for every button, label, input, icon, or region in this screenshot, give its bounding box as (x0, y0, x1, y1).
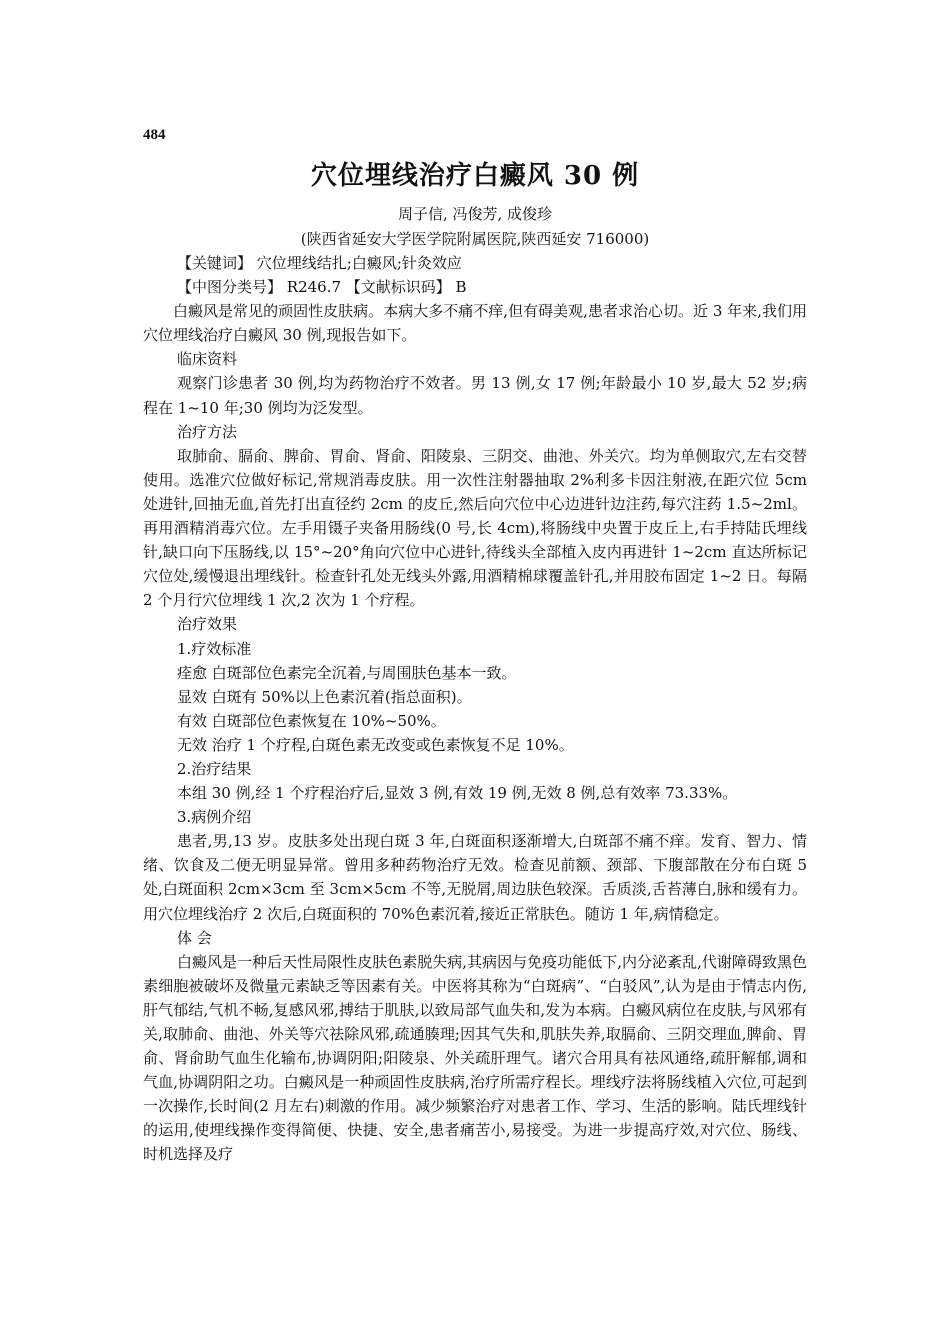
criteria-item: 有效 白斑部位色素恢复在 10%~50%。 (177, 711, 446, 730)
section-heading-effect: 治疗效果 (177, 615, 238, 634)
intro-paragraph: 白癜风是常见的顽固性皮肤病。本病大多不痛不痒,但有碍美观,患者求治心切。近 3 年来,我们用穴位埋线治疗白癜风 30 例,现报告如下。 (143, 302, 807, 345)
article-body (143, 251, 807, 1167)
section-heading-method: 治疗方法 (177, 422, 238, 441)
section-heading-discussion: 体 会 (177, 928, 212, 947)
results-heading: 2.治疗结果 (177, 759, 252, 778)
case-heading: 3.病例介绍 (177, 808, 252, 827)
authors: 周子信, 冯俊芳, 成俊珍 (397, 205, 553, 223)
method-paragraph: 取肺俞、膈俞、脾俞、胃俞、肾俞、阳陵泉、三阴交、曲池、外关穴。均为单侧取穴,左右交替使用。选准穴位做好标记,常规消毒皮肤。用一次性注射器抽取 2%利多卡因注射液,在距穴位 5cm 处进针,回抽无血,首先打出直径约 2cm 的皮丘,然后向穴位中心边进针边注药,每穴注药 1.5~2ml。再用酒精消毒穴位。左手用镊子夹备用肠线(0 号,长 4cm),将肠线中央置于皮丘上,右手持陆氏埋线针,缺口向下压肠线,以 15°~20°角向穴位中心进针,待线头全部植入皮内再进针 1~2cm 直达所标记穴位处,缓慢退出埋线针。检查针孔处无线头外露,用酒精棉球覆盖针孔,并用胶布固定 1~2 日。每隔 2 个月行穴位埋线 1 次,2 次为 1 个疗程。 (143, 446, 807, 610)
case-paragraph: 患者,男,13 岁。皮肤多处出现白斑 3 年,白斑面积逐渐增大,白斑部不痛不痒。发育、智力、情绪、饮食及二便无明显异常。曾用多种药物治疗无效。检查见前额、颈部、下腹部散在分布白斑 5 处,白斑面积 2cm×3cm 至 3cm×5cm 不等,无脱屑,周边肤色较深。舌质淡,舌苔薄白,脉和缓有力。用穴位埋线治疗 2 次后,白斑面积的 70%色素沉着,接近正常肤色。随访 1 年,病情稳定。 (143, 832, 807, 923)
keywords: 【关键词】 穴位埋线结扎;白癜风;针灸效应 (177, 254, 462, 272)
criteria-item: 显效 白斑有 50%以上色素沉着(指总面积)。 (177, 687, 472, 706)
article-title: 穴位埋线治疗白癜风 30 例 (310, 161, 640, 191)
criteria-item: 痊愈 白斑部位色素完全沉着,与周围肤色基本一致。 (177, 663, 517, 682)
clinical-paragraph: 观察门诊患者 30 例,均为药物治疗不效者。男 13 例,女 17 例;年龄最小 10 岁,最大 52 岁;病程在 1~10 年;30 例均为泛发型。 (143, 374, 807, 417)
results-paragraph: 本组 30 例,经 1 个疗程治疗后,显效 3 例,有效 19 例,无效 8 例,总有效率 73.33%。 (177, 784, 738, 803)
discussion-paragraph: 白癜风是一种后天性局限性皮肤色素脱失病,其病因与免疫功能低下,内分泌紊乱,代谢障碍致黑色素细胞被破坏及微量元素缺乏等因素有关。中医将其称为“白斑病”、“白驳风”,认为是由于情志内伤,肝气郁结,气机不畅,复感风邪,搏结于肌肤,以致局部气血失和,发为本病。白癜风病位在皮肤,与风邪有关,取肺俞、曲池、外关等穴祛除风邪,疏通腠理;因其气失和,肌肤失养,取膈俞、三阴交理血,脾俞、胃俞、肾俞助气血生化输布,协调阴阳;阳陵泉、外关疏肝理气。诸穴合用具有祛风通络,疏肝解郁,调和气血,协调阴阳之功。白癜风是一种顽固性皮肤病,治疗所需疗程长。埋线疗法将肠线植入穴位,可起到一次操作,长时间(2 月左右)刺激的作用。减少频繁治疗对患者工作、学习、生活的影响。陆氏埋线针的运用,使埋线操作变得简便、快捷、安全,患者痛苦小,易接受。为进一步提高疗效,对穴位、肠线、时机选择及疗 (143, 952, 807, 1164)
section-heading-clinical: 临床资料 (177, 350, 238, 369)
affiliation: (陕西省延安大学医学院附属医院,陕西延安 716000) (300, 230, 650, 248)
criteria-item: 无效 治疗 1 个疗程,白斑色素无改变或色素恢复不足 10%。 (177, 735, 574, 754)
classification: 【中图分类号】 R246.7 【文献标识码】 B (177, 278, 467, 297)
page-number: 484 (143, 127, 166, 143)
criteria-heading: 1.疗效标准 (177, 639, 252, 658)
